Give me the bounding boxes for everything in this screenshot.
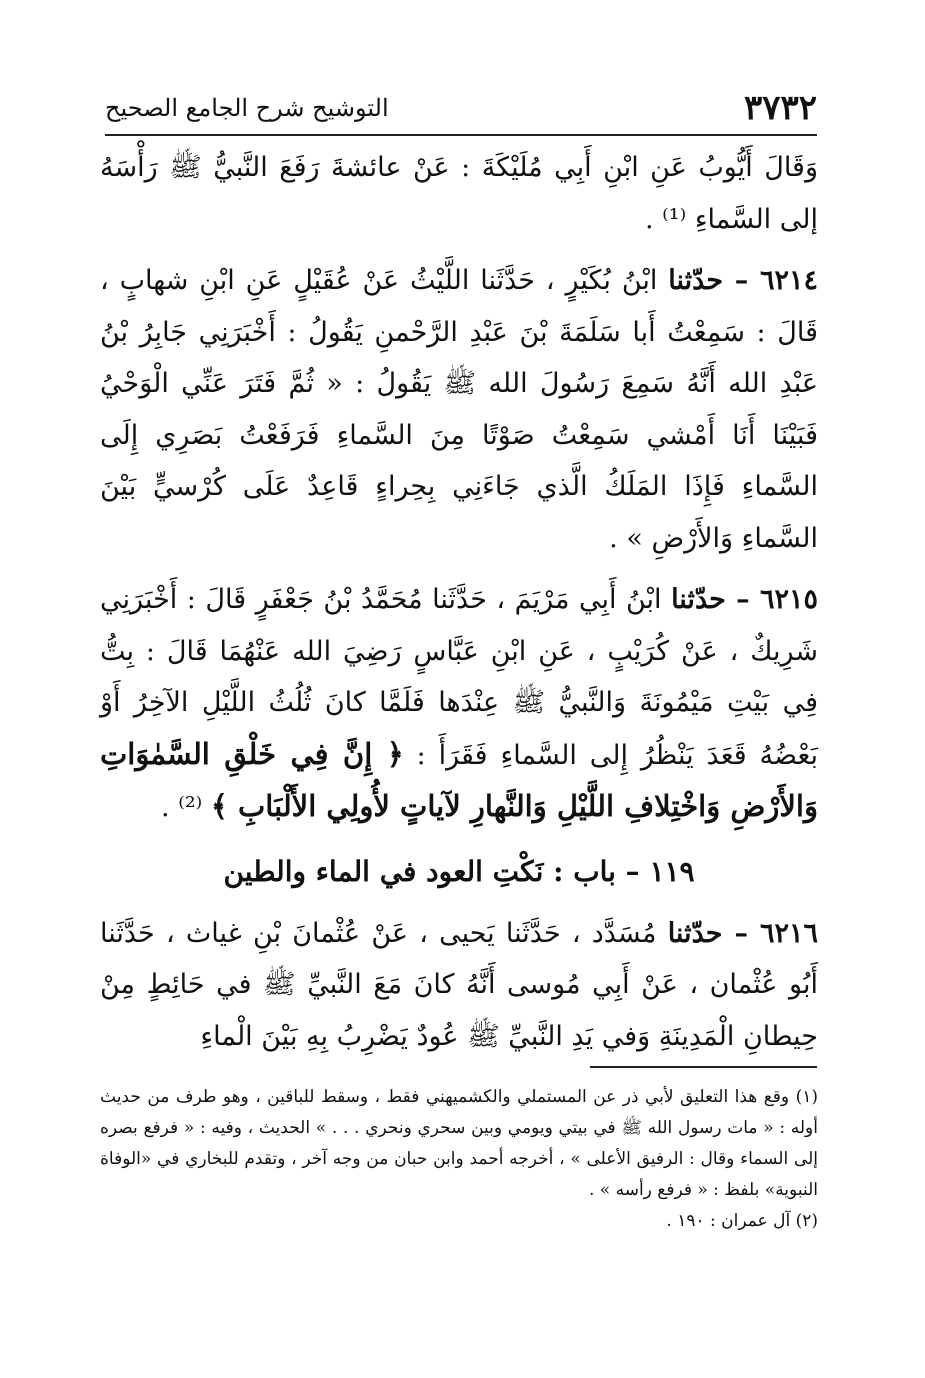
page-number: ٣٧٣٢ <box>743 88 817 128</box>
hadith-6215 <box>100 574 818 834</box>
footnote-1: (١) وقع هذا التعليق لأبي ذر عن المستملي والكشميهني فقط ، وسقط للباقين ، وهو طرف من حديث أوله : « مات رسول الله ﷺ في بيتي ويومي وبين سحري ونحري . . . » الحديث ، وفيه : « فرفع بصره إلى السماء وقال : الرفيق الأعلى » ، أخرجه أحمد وابن حبان من وجه آخر ، وتقدم للبخاري في «الوفاة النبوية» بلفظ : « فرفع رأسه » . <box>100 1087 818 1200</box>
intro-paragraph: وَقَالَ أَيُّوبُ عَنِ ابْنِ أَبِي مُلَيْكَةَ : عَنْ عائشةَ رَفَعَ النَّبيُّ ﷺ رَأْسَهُ إلى السَّماءِ ⁽¹⁾ . <box>100 152 818 235</box>
main-text <box>100 142 818 1062</box>
quran-verse: ﴿ إِنَّ فِي خَلْقِ السَّمٰوَاتِ وَالأَرْضِ وَاخْتِلافِ اللَّيْلِ وَالنَّهارِ لآياتٍ لأُولِي الأَلْبَابِ ﴾ <box>100 736 818 823</box>
footnotes <box>100 1082 818 1237</box>
hadith-6214 <box>100 255 818 564</box>
footnote-marker: ⁽²⁾ . <box>161 792 211 823</box>
hadith-number: ٦٢١٥ – <box>725 584 818 615</box>
hadith-opening: حدّثنا <box>667 917 723 949</box>
hadith-opening: حدّثنا <box>671 584 726 615</box>
hadith-text: مُسَدَّد ، حَدَّثَنا يَحيى ، عَنْ عُثْمانَ بْنِ غياث ، حَدَّثَنا أَبُو عُثْمان ، عَنْ أَبِي مُوسى أَنَّهُ كانَ مَعَ النَّبيِّ ﷺ في حَائِطٍ مِنْ حِيطانِ الْمَدِينَةِ وَفي يَدِ النَّبيِّ ﷺ عُودٌ يَضْرِبُ بِهِ بَيْنَ الْماءِ <box>100 917 818 1052</box>
hadith-number: ٦٢١٦ – <box>722 917 818 949</box>
hadith-6216 <box>100 908 818 1063</box>
hadith-text: ابْنُ بُكَيْرٍ ، حَدَّثَنا اللَّيْثُ عَنْ عُقَيْلٍ عَنِ ابْنِ شهابٍ ، قَالَ : سَمِعْتُ أَبا سَلَمَةَ بْنَ عَبْدِ الرَّحْمنِ يَقُولُ : أَخْبَرَنِي جَابِرُ بْنُ عَبْدِ الله أَنَّهُ سَمِعَ رَسُولَ الله ﷺ يَقُولُ : « ثُمَّ فَتَرَ عَنِّي الْوَحْيُ فَبَيْنَا أَنَا أَمْشي سَمِعْتُ صَوْتًا مِنَ السَّماءِ فَرَفَعْتُ بَصَرِي إِلَى السَّماءِ فَإِذَا المَلَكُ الَّذي جَاءَنِي بِحِراءٍ قَاعِدٌ عَلَى كُرْسيٍّ بَيْنَ السَّماءِ وَالأَرْضِ » . <box>100 265 818 554</box>
header-rule <box>105 134 817 136</box>
hadith-text: ابْنُ أَبِي مَرْيَمَ ، حَدَّثَنا مُحَمَّدُ بْنُ جَعْفَرٍ قَالَ : أَخْبَرَنِي شَرِيكٌ ، عَنْ كُرَيْبٍ ، عَنِ ابْنِ عَبَّاسٍ رَضِيَ الله عَنْهُمَا قَالَ : بِتُّ فِي بَيْتِ مَيْمُونَةَ وَالنَّبيُّ ﷺ عِنْدَها فَلَمَّا كانَ ثُلُثُ اللَّيْلِ الآخِرُ أَوْ بَعْضُهُ قَعَدَ يَنْظُرُ إِلى السَّماءِ فَقَرَأَ : <box>100 584 818 771</box>
hadith-opening: حدّثنا <box>668 265 724 296</box>
footnote-2: (٢) آل عمران : ١٩٠ . <box>666 1211 818 1231</box>
running-title: التوشيح شرح الجامع الصحيح <box>105 94 389 122</box>
hadith-number: ٦٢١٤ – <box>723 265 818 296</box>
page-header <box>105 88 817 128</box>
chapter-heading: ١١٩ – باب : نَكْتِ العود في الماء والطين <box>223 854 695 888</box>
footnote-rule <box>590 1066 817 1068</box>
